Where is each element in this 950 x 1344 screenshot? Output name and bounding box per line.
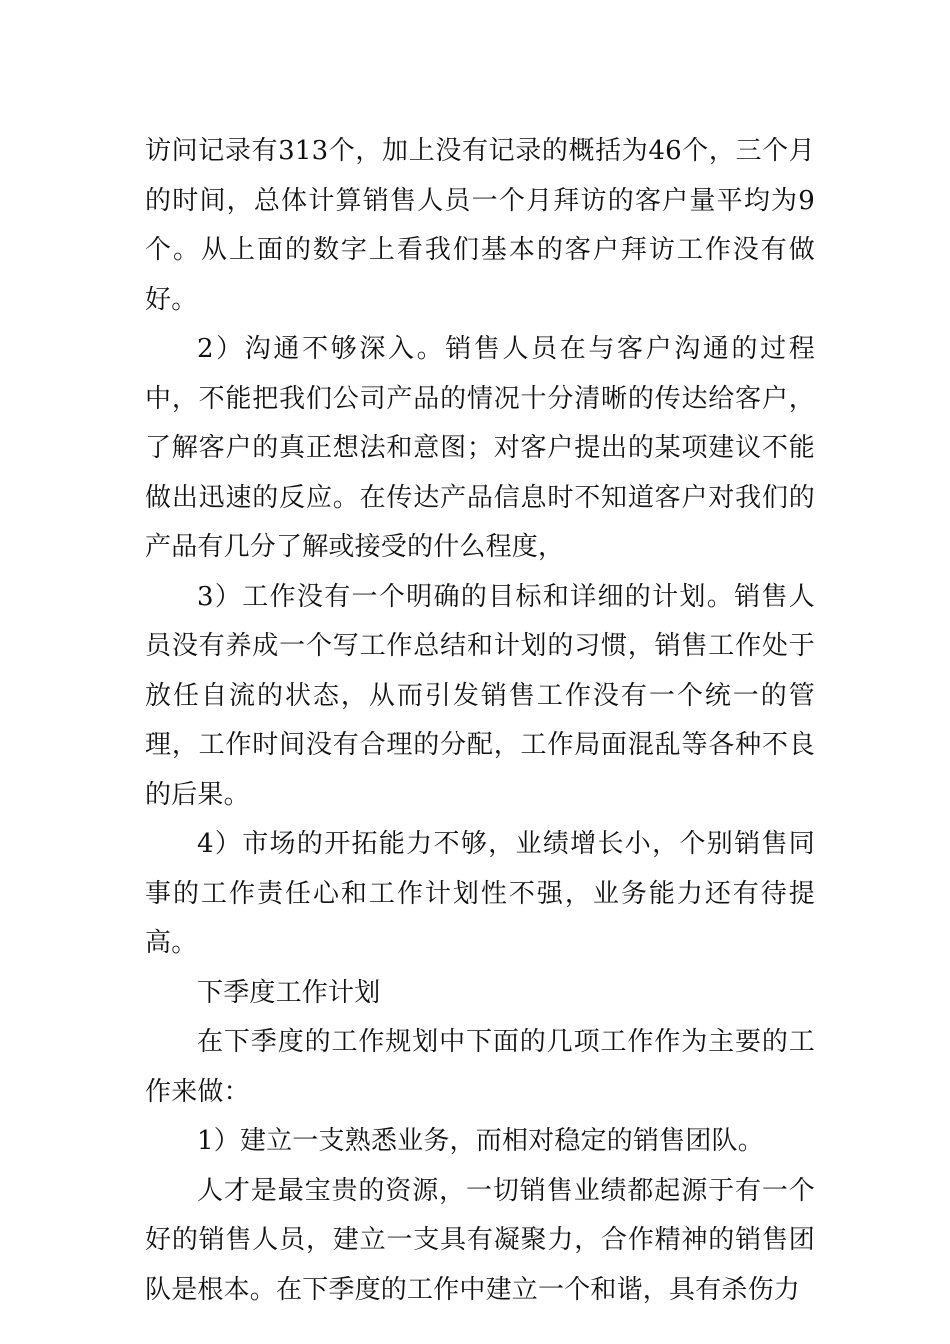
paragraph-visit-records: 访问记录有313个，加上没有记录的概括为46个，三个月的时间，总体计算销售人员一个月拜访的客户量平均为9个。从上面的数字上看我们基本的客户拜访工作没有做好。 bbox=[145, 136, 815, 315]
paragraph-market-expansion: 4）市场的开拓能力不够，业绩增长小，个别销售同事的工作责任心和工作计划性不强，业务能力还有待提高。 bbox=[145, 829, 815, 958]
paragraph-next-quarter-intro: 在下季度的工作规划中下面的几项工作作为主要的工作来做： bbox=[145, 1027, 815, 1107]
paragraph-work-plan-issue: 3）工作没有一个明确的目标和详细的计划。销售人员没有养成一个写工作总结和计划的习惯，销售工作处于放任自流的状态，从而引发销售工作没有一个统一的管理，工作时间没有合理的分配，工作局面混乱等各种不良的后果。 bbox=[145, 581, 815, 810]
section-heading-next-quarter: 下季度工作计划 bbox=[197, 977, 381, 1008]
paragraph-talent: 人才是最宝贵的资源，一切销售业绩都起源于有一个好的销售人员，建立一支具有凝聚力，合作精神的销售团队是根本。在下季度的工作中建立一个和谐，具有杀伤力 bbox=[145, 1175, 815, 1305]
document-body bbox=[145, 127, 815, 1315]
paragraph-team-building: 1）建立一支熟悉业务，而相对稳定的销售团队。 bbox=[197, 1126, 764, 1156]
paragraph-communication: 2）沟通不够深入。销售人员在与客户沟通的过程中，不能把我们公司产品的情况十分清晰的传达给客户，了解客户的真正想法和意图；对客户提出的某项建议不能做出迅速的反应。在传达产品信息时不知道客户对我们的产品有几分了解或接受的什么程度， bbox=[145, 334, 815, 562]
